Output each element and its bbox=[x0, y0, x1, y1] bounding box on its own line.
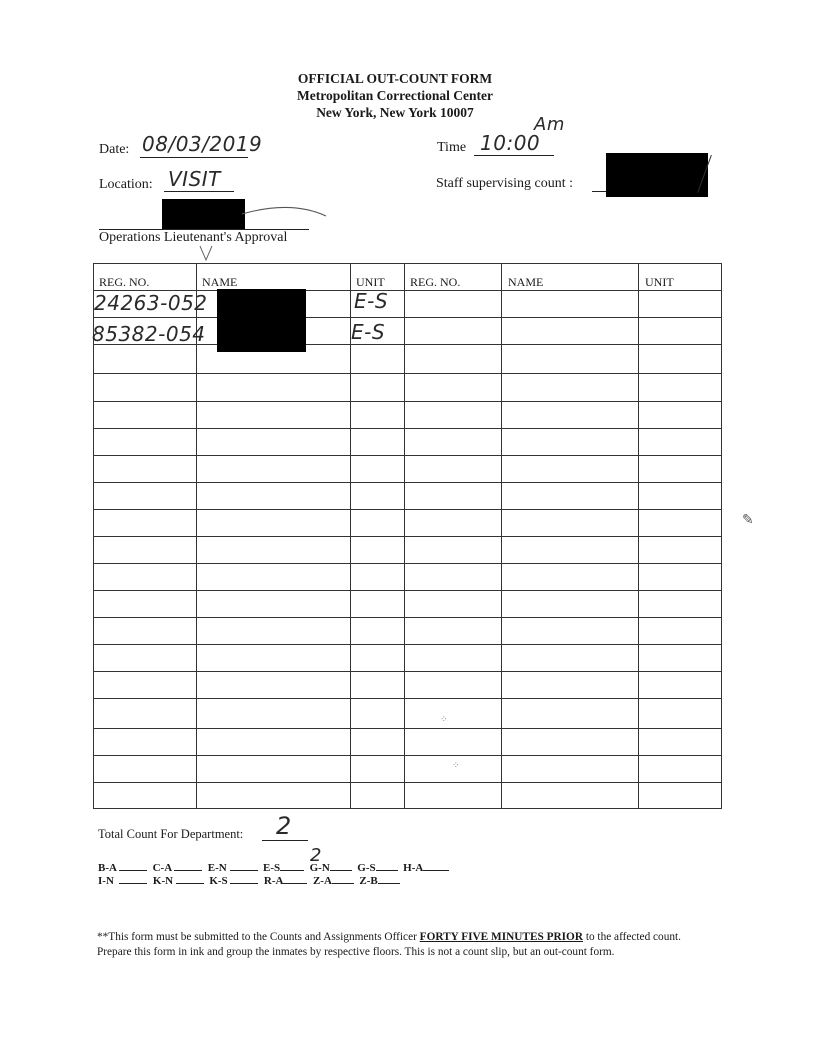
footer-prefix: **This form must be submitted to the Counts and Assignments Officer bbox=[97, 931, 420, 943]
staff-label: Staff supervising count : bbox=[436, 176, 574, 191]
es-count-value[interactable]: 2 bbox=[310, 845, 322, 866]
date-label: Date: bbox=[99, 142, 130, 157]
code-z-a: Z-A bbox=[312, 875, 332, 887]
code-h-a: H-A bbox=[403, 862, 424, 874]
staff-redaction bbox=[606, 153, 708, 197]
code-k-n: K-N bbox=[152, 875, 174, 887]
row-divider bbox=[93, 509, 722, 510]
scan-speck: ⁘ bbox=[452, 760, 460, 770]
row-divider bbox=[93, 671, 722, 672]
name-redaction bbox=[217, 289, 306, 352]
time-value[interactable]: 10:00 bbox=[480, 131, 541, 155]
approval-redaction bbox=[162, 199, 245, 230]
unit-codes-line-2 bbox=[98, 872, 400, 887]
total-count-value[interactable]: 2 bbox=[276, 812, 292, 840]
location-underline bbox=[164, 191, 234, 192]
row2-unit[interactable]: E-S bbox=[351, 320, 386, 344]
form-title: OFFICIAL OUT-COUNT FORM bbox=[297, 71, 493, 86]
row-divider bbox=[93, 373, 722, 374]
location-value[interactable]: VISIT bbox=[168, 167, 221, 191]
row-divider bbox=[93, 563, 722, 564]
row-divider bbox=[93, 755, 722, 756]
row-divider bbox=[93, 728, 722, 729]
scan-speck: ✎ bbox=[742, 513, 754, 528]
facility-name: Metropolitan Correctional Center bbox=[297, 88, 493, 103]
row-divider bbox=[93, 455, 722, 456]
footer-instructions bbox=[97, 930, 707, 960]
footer-suffix: to the affected count. Prepare this form in ink and group the inmates by respective floors. This is not a count slip, but an out-count form. bbox=[97, 931, 681, 958]
time-suffix: Am bbox=[534, 114, 565, 135]
header-unit-2: UNIT bbox=[645, 275, 674, 289]
row-divider bbox=[93, 482, 722, 483]
row-divider bbox=[93, 428, 722, 429]
location-label: Location: bbox=[99, 177, 153, 192]
code-i-n: I-N bbox=[98, 875, 114, 887]
row-divider bbox=[93, 317, 722, 318]
row-divider bbox=[93, 401, 722, 402]
row-divider bbox=[93, 644, 722, 645]
row1-unit[interactable]: E-S bbox=[354, 289, 389, 313]
scan-speck: ⁘ bbox=[440, 714, 448, 724]
code-b-a: B-A bbox=[98, 862, 117, 874]
row-divider bbox=[93, 782, 722, 783]
date-underline bbox=[140, 157, 248, 158]
header-reg-no: REG. NO. bbox=[99, 275, 150, 289]
row1-reg-no[interactable]: 24263-052 bbox=[94, 291, 208, 315]
code-z-b: Z-B bbox=[359, 875, 378, 887]
row-divider bbox=[93, 617, 722, 618]
row2-reg-no[interactable]: 85382-054 bbox=[92, 322, 206, 346]
code-r-a: R-A bbox=[263, 875, 284, 887]
code-g-s: G-S bbox=[357, 862, 376, 874]
date-value[interactable]: 08/03/2019 bbox=[142, 132, 263, 156]
header-reg-no-2: REG. NO. bbox=[410, 275, 461, 289]
time-label: Time bbox=[437, 140, 467, 155]
approval-signature-stroke bbox=[240, 200, 330, 220]
code-k-s: K-S bbox=[209, 875, 228, 887]
total-count-label: Total Count For Department: bbox=[98, 827, 244, 841]
code-e-n: E-N bbox=[207, 862, 227, 874]
header-name-2: NAME bbox=[508, 275, 544, 289]
approval-check-mark bbox=[198, 244, 214, 264]
code-c-a: C-A bbox=[152, 862, 172, 874]
row-divider bbox=[93, 590, 722, 591]
header-name: NAME bbox=[202, 275, 238, 289]
total-count-underline bbox=[262, 840, 308, 841]
approval-label: Operations Lieutenant's Approval bbox=[99, 230, 288, 245]
header-unit: UNIT bbox=[356, 275, 385, 289]
code-e-s: E-S bbox=[263, 862, 281, 874]
row-divider bbox=[93, 698, 722, 699]
facility-address: New York, New York 10007 bbox=[316, 105, 474, 120]
time-underline bbox=[474, 155, 554, 156]
footer-emphasis: FORTY FIVE MINUTES PRIOR bbox=[419, 931, 583, 943]
row-divider bbox=[93, 536, 722, 537]
code-g-n: G-N bbox=[309, 862, 330, 874]
